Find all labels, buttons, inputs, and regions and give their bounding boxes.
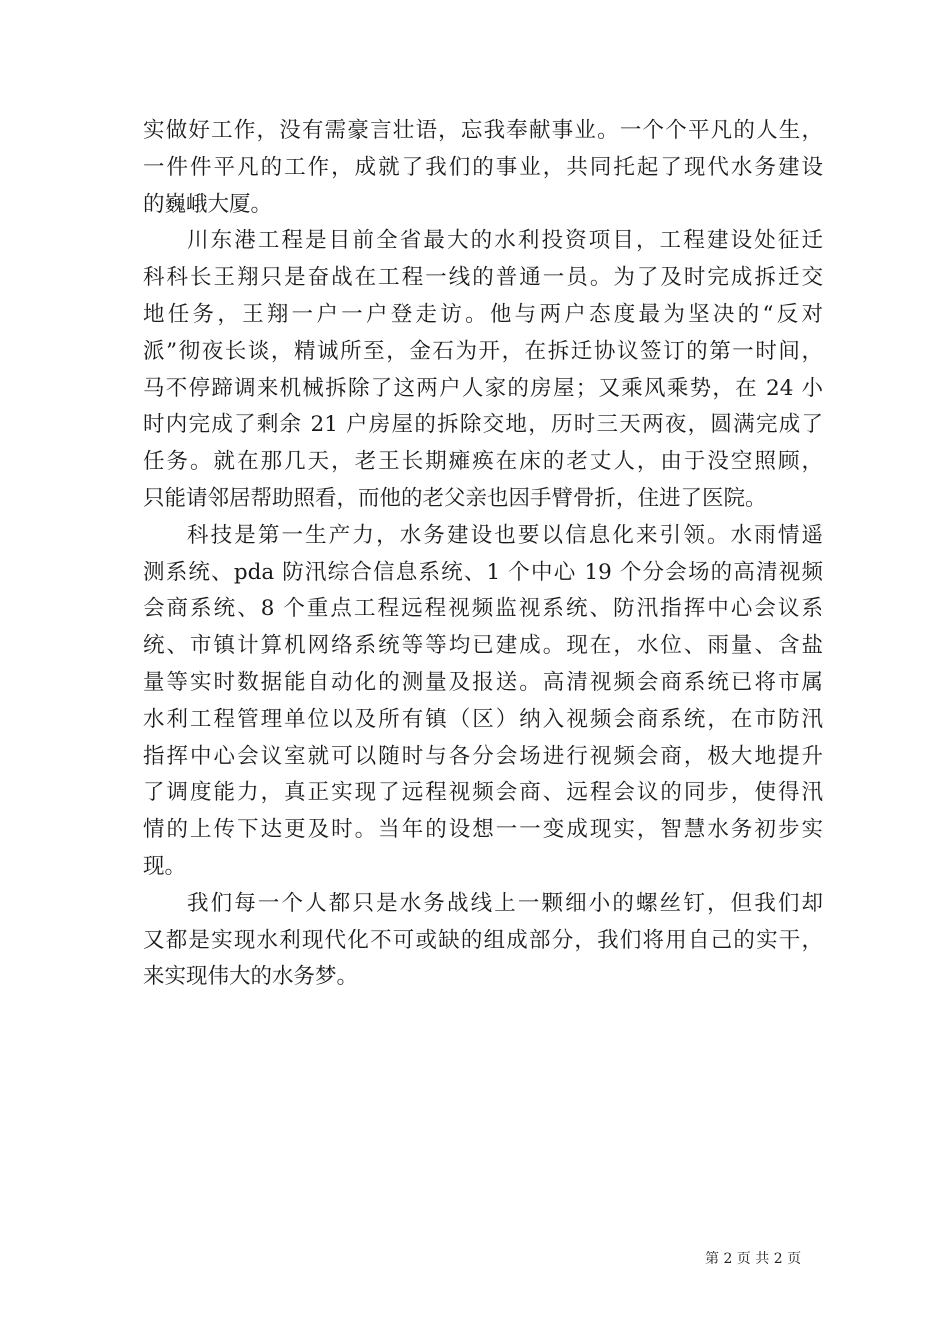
text-line: 会商系统、8 个重点工程远程视频监视系统、防汛指挥中心会议系 <box>143 596 823 622</box>
text-line: 指挥中心会议室就可以随时与各分会场进行视频会商，极大地提升 <box>143 743 823 769</box>
text-line: 任务。就在那几天，老王长期瘫痪在床的老丈人，由于没空照顾， <box>143 449 823 475</box>
text-line: 实做好工作，没有需豪言壮语，忘我奉献事业。一个个平凡的人生， <box>143 118 823 143</box>
text-line: 统、市镇计算机网络系统等等均已建成。现在，水位、雨量、含盐 <box>143 633 823 659</box>
paragraph-4 <box>143 886 823 996</box>
text-line: 一件件平凡的工作，成就了我们的事业，共同托起了现代水务建设 <box>143 154 823 180</box>
text-line: 地任务，王翔一户一户登走访。他与两户态度最为坚决的“反对 <box>143 301 823 327</box>
text-line: 了调度能力，真正实现了远程视频会商、远程会议的同步，使得汛 <box>143 780 823 806</box>
text-line: 科技是第一生产力，水务建设也要以信息化来引领。水雨情遥 <box>187 522 823 548</box>
text-line: 只能请邻居帮助照看，而他的老父亲也因手臂骨折，住进了医院。 <box>143 485 767 511</box>
text-line: 来实现伟大的水务梦。 <box>143 964 359 990</box>
text-line: 的巍峨大厦。 <box>143 191 273 217</box>
body-text <box>143 113 823 996</box>
text-line: 情的上传下达更及时。当年的设想一一变成现实，智慧水务初步实 <box>143 817 823 843</box>
text-line: 派”彻夜长谈，精诚所至，金石为开，在拆迁协议签订的第一时间， <box>143 338 823 364</box>
paragraph-2 <box>143 223 823 517</box>
page-number-footer: 第 2 页 共 2 页 <box>705 1251 802 1267</box>
text-line: 测系统、pda 防汛综合信息系统、1 个中心 19 个分会场的高清视频 <box>143 559 823 585</box>
text-line: 川东港工程是目前全省最大的水利投资项目，工程建设处征迁 <box>187 228 823 254</box>
text-line: 现。 <box>143 853 187 879</box>
text-line: 科科长王翔只是奋战在工程一线的普通一员。为了及时完成拆迁交 <box>143 265 823 291</box>
text-line: 时内完成了剩余 21 户房屋的拆除交地，历时三天两夜，圆满完成了 <box>143 412 823 438</box>
text-line: 又都是实现水利现代化不可或缺的组成部分，我们将用自己的实干， <box>143 927 823 953</box>
text-line: 我们每一个人都只是水务战线上一颗细小的螺丝钉，但我们却 <box>187 890 823 916</box>
paragraph-1 <box>143 113 823 223</box>
paragraph-3 <box>143 518 823 886</box>
text-line: 马不停蹄调来机械拆除了这两户人家的房屋；又乘风乘势，在 24 小 <box>143 375 823 401</box>
text-line: 水利工程管理单位以及所有镇（区）纳入视频会商系统，在市防汛 <box>143 706 823 732</box>
text-line: 量等实时数据能自动化的测量及报送。高清视频会商系统已将市属 <box>143 669 823 695</box>
